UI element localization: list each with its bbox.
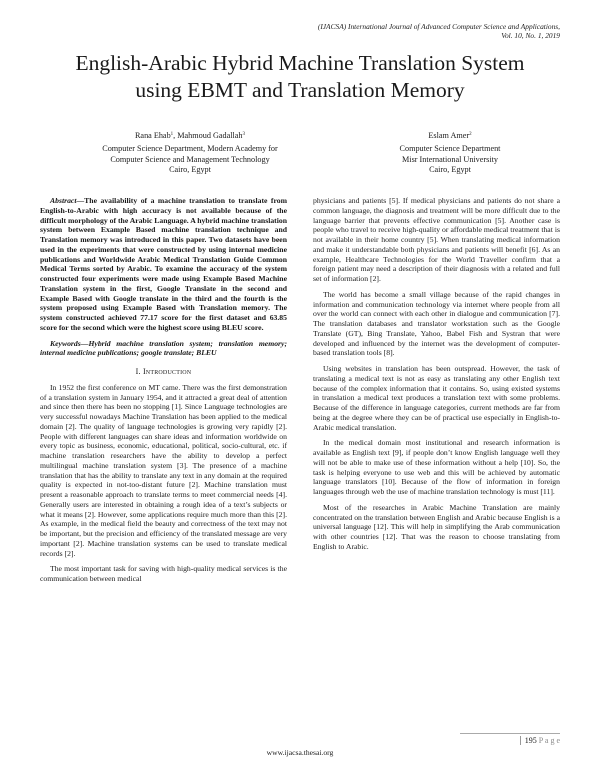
abstract [40, 196, 287, 333]
affiliation-left-city: Cairo, Egypt [169, 165, 211, 175]
paper-title-line2: using EBMT and Translation Memory [135, 78, 465, 102]
paper-title-line1: English-Arabic Hybrid Machine Translation System [75, 51, 525, 75]
left-paragraph-2: The most important task for saving with high-quality medical services is the communication between medical [40, 564, 287, 583]
right-paragraph-2: The world has become a small village because of the rapid changes in information and communication technology via internet where people from all over the world can connect with each other in dialogue and communication [7]. The translation databases and translator workstation such as the Google Translate (GT), Bing Translate, Yahoo, Babel Fish and Systran that were developed and influenced by the internet was the development of computer-based translation tools [8]. [313, 289, 560, 358]
right-paragraph-4: In the medical domain most institutional and research information is available as English text [9], if people don’t know English language well they will not be able to make use of these information without a help [10]. So, the task is helping everyone to use web and this will be achieved by automatic language translators [10]. Because of the flow of information in foreign languages through web the use of machine translation technology is must [11]. [313, 438, 560, 496]
author-name-3: Eslam Amer [428, 131, 470, 140]
footer-rule [460, 733, 560, 734]
left-paragraph-1: In 1952 the first conference on MT came. There was the first demonstration of a translation system in January 1954, and it attracted a great deal of attention and since then there has been no stopping [1]. Since Language technologies are very successful nowadays Machine Translation has been applied to the medical domain [2]. The quality of language technologies is growing very rapidly [2]. People with different languages can share ideas and information worldwide on every topic as business, economic, educational, political, socio-cultural, etc. if machine translation researchers have the ability to develop a perfect multilingual machine translation system [3]. The presence of a machine translation that has the ability to translate any text in any domain at the required quality is expected in not-too-distant future [2]. Machine translation must present a reasonable approach to translate terms to meet commercial needs [4]. Generally users are interested in obtaining a rough idea of a text’s subjects or what it means [2]. However, some applications require much more than this [2]. As example, in the medical field the beauty and correctness of the text may not be important, but the precision and efficiency of the translated message are very important [2]. Machine translation systems can be used to translate medical records [2]. [40, 382, 287, 558]
abstract-label: Abstract— [50, 196, 85, 205]
keywords-label: Keywords— [50, 338, 89, 348]
keywords-text: Hybrid machine translation system; translation memory; internal medicine publications; google translate; BLEU [40, 338, 287, 358]
abstract-text: The availability of a machine translation to translate from English-to-Arabic with high accuracy is not available because of the difficult morphology of the Arabic Language. A hybrid machine translation system between Example Based machine translation technique and Translation memory was introduced in this paper. Two datasets have been used in the experiments that were constructed by using internal medicine publications and Worldwide Arabic Medical Translation Guide Common Medical Terms sorted by Arabic. To examine the accuracy of the system constructed four experiments were made using Example Based Machine Translation system in the first, Google Translate in the second and Example Based with Google translate in the third and the fourth is the system proposed using Example Based with Translation memory. The system constructed achieved 77.17 score for the first dataset and 63.85 score for the second which were the highest score using BLEU score. [40, 196, 287, 332]
author-separator: , [173, 131, 178, 140]
section-heading [40, 367, 287, 377]
right-paragraph-3: Using websites in translation has been outspread. However, the task of translating a medical text is not as easy as translating any other English text because of the complex information that it contains. So, using existed systems in translation a medical text produces a translation text with some problems. Because of the difference in language categories, current methods are far from being at the degree where they can be of practical use especially in English-to-Arabic medical translation. [313, 364, 560, 432]
right-column [313, 196, 560, 552]
affiliation-left-2: Computer Science and Management Technology [110, 154, 270, 164]
author-name-1: Rana Ehab [134, 131, 171, 140]
footer-url: www.ijacsa.thesai.org [266, 748, 334, 757]
author-sup-2: 3 [242, 132, 246, 137]
affiliation-left-1: Computer Science Department, Modern Academy for [102, 144, 278, 154]
page-label: P a g e [538, 736, 560, 745]
section-number: I. [135, 367, 141, 376]
journal-header-line2: Vol. 10, No. 1, 2019 [501, 31, 560, 40]
right-paragraph-5: Most of the researches in Arabic Machine Translation are mainly concentrated on the translation between English and Arabic because English is a universal language [12]. This will help in simplifying the Arab communication with other countries [12]. That was the reason to choose translating from English to Arabic. [313, 502, 560, 551]
author-names-left [40, 131, 340, 141]
section-title: Introduction [142, 367, 192, 376]
author-block-left [40, 131, 340, 176]
author-sup-1: 1 [170, 132, 174, 137]
affiliation-right-1: Computer Science Department [399, 144, 501, 154]
left-column [40, 196, 287, 584]
author-sup-3: 2 [469, 132, 472, 137]
page-number-value: 195 [524, 736, 537, 745]
right-paragraph-1: physicians and patients [5]. If medical physicians and patients do not share a common language, the diagnosis and treatment will be more difficult due to the language barrier that prevents effective communication [5]. Another case is people who travel to receive high-quality or affordable medical treatment that is not available in their home country [5]. When translating medical information and make it understandable both physicians and patients will benefit [6]. As an example, Healthcare Technologies for the World Traveller confirm that a foreign patient may need a description of their diagnosis with a related and full set of information [2]. [313, 196, 560, 283]
author-names-right [340, 131, 560, 141]
affiliation-right-city: Cairo, Egypt [429, 165, 471, 175]
author-name-2: Mahmoud Gadallah [177, 131, 243, 140]
paper-title [40, 50, 560, 104]
journal-header-line1: (IJACSA) International Journal of Advanced Computer Science and Applications, [317, 22, 560, 31]
keywords [40, 339, 287, 359]
author-block-right [340, 131, 560, 176]
journal-header [318, 22, 560, 40]
page-number [520, 736, 560, 745]
affiliation-right-2: Misr International University [402, 154, 498, 164]
